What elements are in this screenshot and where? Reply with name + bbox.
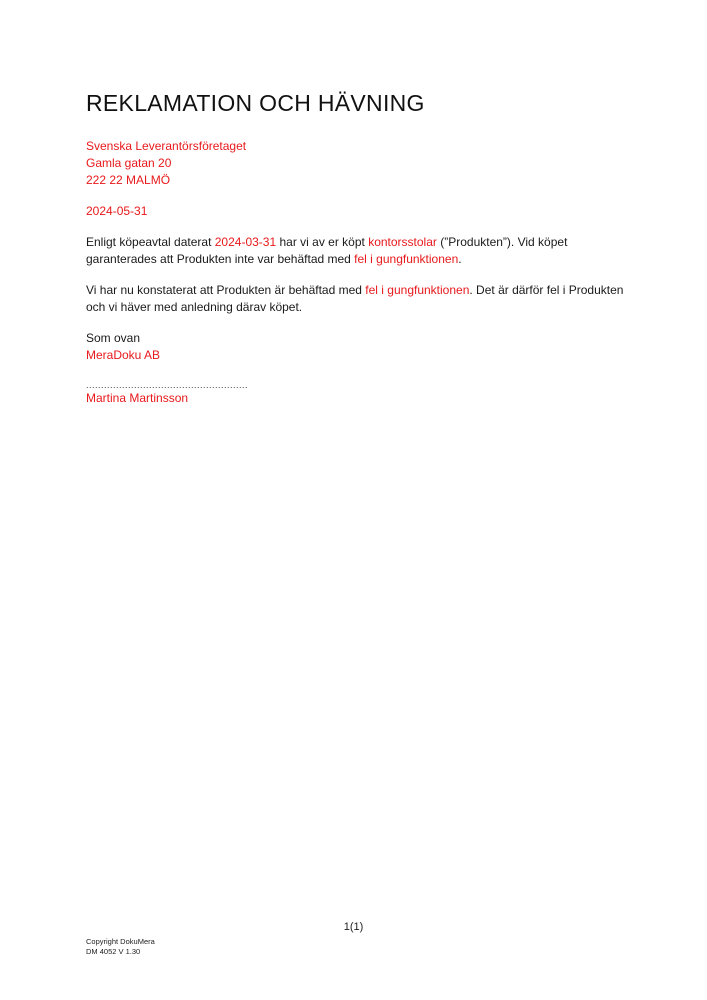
product-name: kontorsstolar xyxy=(368,235,437,249)
paragraph-purchase-text-1: Enligt köpeavtal daterat xyxy=(86,235,215,249)
recipient-company: Svenska Leverantörsföretaget xyxy=(86,139,247,153)
document-content xyxy=(86,88,626,421)
closing xyxy=(86,330,626,407)
contract-date: 2024-03-31 xyxy=(214,235,277,249)
found-defect: fel i gungfunktionen xyxy=(365,283,470,297)
signature-space xyxy=(86,364,626,378)
page-number: 1(1) xyxy=(343,921,364,933)
footer-copyright: Copyright DokuMera xyxy=(86,937,155,946)
closing-greeting: Som ovan xyxy=(86,331,141,345)
signer-name: Martina Martinsson xyxy=(86,391,189,405)
paragraph-purchase xyxy=(86,234,626,268)
paragraph-purchase-text-3: (”Produkten”). Vid köpet garanterades att Produkten inte var behäftad med xyxy=(86,235,568,266)
guaranteed-defect: fel i gungfunktionen xyxy=(354,252,459,266)
footer-doc-id: DM 4052 V 1.30 xyxy=(86,947,141,956)
sender-company: MeraDoku AB xyxy=(86,348,161,362)
signature-line: ...................................................... xyxy=(86,380,249,390)
document-title: REKLAMATION OCH HÄVNING xyxy=(86,90,425,116)
footer xyxy=(86,937,155,957)
paragraph-purchase-text-4: . xyxy=(458,252,462,266)
letter-date: 2024-05-31 xyxy=(86,204,148,218)
paragraph-purchase-text-2: har vi av er köpt xyxy=(276,235,369,249)
recipient-street: Gamla gatan 20 xyxy=(86,156,172,170)
recipient-postal-city: 222 22 MALMÖ xyxy=(86,173,171,187)
paragraph-defect-text-2: . Det är därför fel i Produkten och vi häver med anledning därav köpet. xyxy=(86,283,624,314)
paragraph-defect-text-1: Vi har nu konstaterat att Produkten är behäftad med xyxy=(86,283,366,297)
recipient-address xyxy=(86,138,626,189)
paragraph-defect xyxy=(86,282,626,316)
